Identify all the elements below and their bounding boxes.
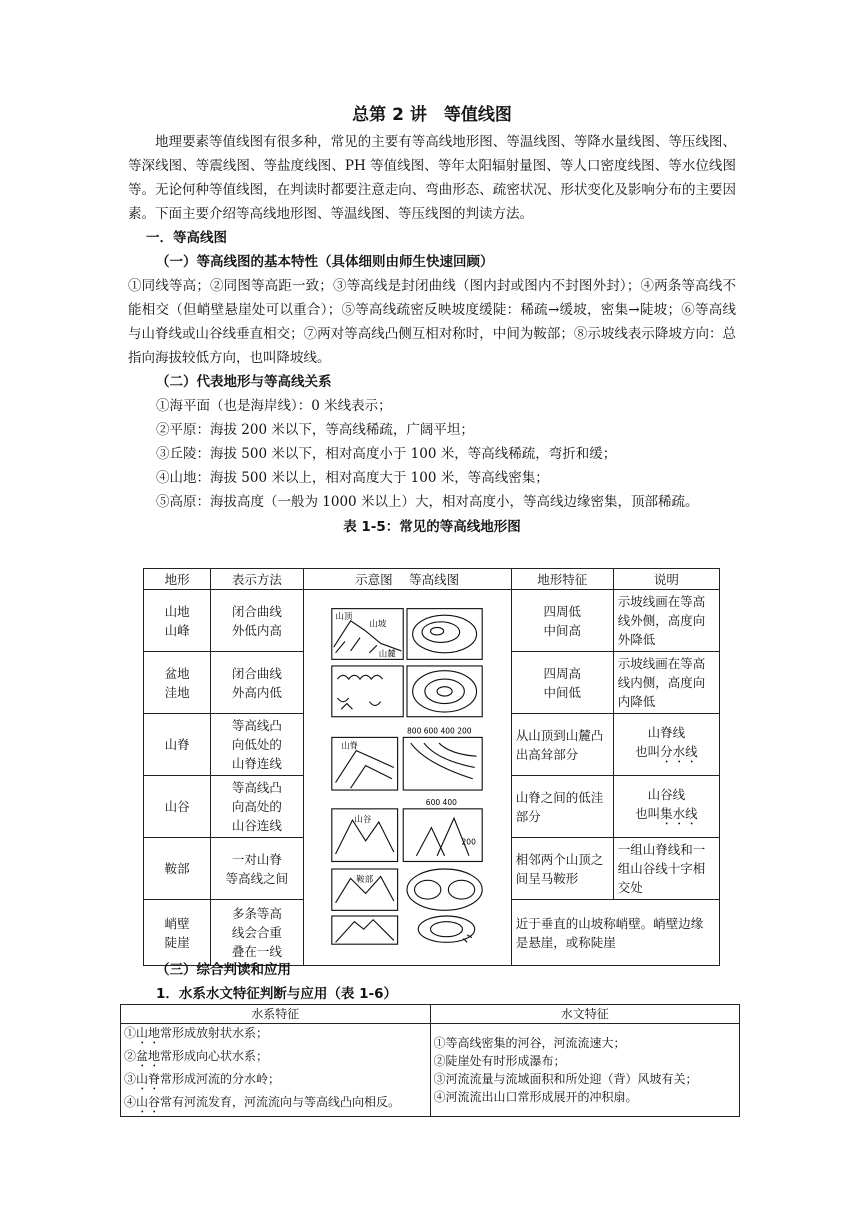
method-cell: 等高线凸 向高处的 山谷连线	[211, 776, 303, 838]
item-num: ④	[124, 1095, 137, 1109]
item-text: 常有河流发育，河流流向与等高线凸向相反。	[160, 1095, 401, 1109]
label-saddle: 鞍部	[356, 874, 374, 885]
emphasized-term: 山脊	[136, 1072, 161, 1086]
col-header: 地形特征	[511, 569, 613, 590]
label-valley-nums: 600 400	[425, 798, 458, 808]
label-ridge: 山脊	[341, 740, 359, 751]
col-header: 地形	[144, 569, 211, 590]
feature-cell: 山脊之间的低洼部分	[511, 776, 613, 838]
table-header-row	[121, 1005, 740, 1024]
table-row	[144, 590, 720, 652]
basin-sketch	[332, 666, 403, 717]
item-num: ③	[124, 1072, 137, 1086]
col-header: 水系特征	[121, 1005, 431, 1024]
list-item	[124, 1093, 427, 1116]
col-header: 示意图 等高线图	[303, 569, 511, 590]
col-header: 说明	[613, 569, 719, 590]
peak-contour	[407, 609, 482, 660]
note-text: 也叫	[635, 744, 661, 759]
terrain-cell: 盆地 洼地	[144, 652, 211, 714]
list-item	[124, 1047, 427, 1070]
hydrology-cell	[430, 1024, 740, 1117]
list-item	[124, 1024, 427, 1047]
list-item: ①等高线密集的河谷，河流流速大；	[433, 1036, 626, 1050]
basin-contour	[407, 666, 482, 717]
note-line: 山脊线	[647, 725, 686, 740]
note-line	[618, 804, 715, 828]
terrain-item: ③丘陵：海拔 500 米以下，相对高度小于 100 米，等高线稀疏，弯折和缓；	[156, 446, 617, 462]
method-cell: 多条等高 线会合重 叠在一线	[211, 900, 303, 966]
saddle-contour	[407, 869, 482, 910]
terrain-item: ⑤高原：海拔高度（一般为 1000 米以上）大，相对高度小，等高线边缘密集，顶部稀疏。	[156, 494, 699, 510]
valley-contour	[403, 809, 482, 862]
table-row	[121, 1024, 740, 1117]
terrain-cell: 鞍部	[144, 838, 211, 900]
cliff-contour	[418, 916, 474, 942]
terrain-item: ①海平面（也是海岸线）：0 米线表示；	[156, 398, 392, 414]
method-cell: 闭合曲线 外低内高	[211, 590, 303, 652]
feature-cell: 近于垂直的山坡称峭壁。峭壁边缘是悬崖，或称陡崖	[511, 900, 719, 966]
list-item: ③河流流量与流域面积和所处迎（背）风坡有关；	[433, 1072, 698, 1086]
note-line	[618, 742, 715, 766]
method-cell: 闭合曲线 外高内低	[211, 652, 303, 714]
basic-features-text: ①同线等高；②同图等高距一致；③等高线是封闭曲线（图内封或图内不封图外封）；④两条等高线不能相交（但峭壁悬崖处可以重合）；⑤等高线疏密反映坡度缓陡：稀疏→缓坡，密集→陡坡；⑥等高线与山脊线或山谷线垂直相交；⑦两对等高线凸侧互相对称时，中间为鞍部；⑧示坡线表示降坡方向：总指向海拔较低方向，也叫降坡线。	[128, 278, 736, 366]
note-cell: 示坡线画在等高线内侧，高度向内降低	[613, 652, 719, 714]
water-system-table	[120, 1004, 740, 1117]
contour-terrain-table	[143, 568, 720, 966]
note-cell: 示坡线画在等高线外侧，高度向外降低	[613, 590, 719, 652]
label-ridge-nums: 800 600 400 200	[407, 726, 472, 736]
list-item: ④河流流出山口常形成展开的冲积扇。	[433, 1090, 638, 1104]
cliff-sketch	[332, 916, 398, 944]
terrain-cell: 峭壁 陡崖	[144, 900, 211, 966]
item-num: ②	[124, 1049, 137, 1063]
label-peak: 山顶	[335, 610, 353, 621]
item-text: 常形成放射状水系；	[160, 1026, 269, 1040]
label-slope: 山坡	[369, 618, 387, 629]
note-text: 也叫	[635, 806, 661, 821]
list-item: ②陡崖处有时形成瀑布；	[433, 1054, 566, 1068]
label-foot: 山麓	[378, 648, 396, 659]
table-header-row	[144, 569, 720, 590]
label-valley: 山谷	[354, 814, 372, 824]
emphasized-term: 分水线	[660, 744, 698, 759]
terrain-cell: 山脊	[144, 714, 211, 776]
feature-cell: 四周高 中间低	[511, 652, 613, 714]
figure-cell	[303, 590, 511, 966]
terrain-cell: 山谷	[144, 776, 211, 838]
emphasized-term: 山谷	[136, 1095, 161, 1109]
note-line: 山谷线	[647, 787, 686, 802]
feature-cell: 四周低 中间高	[511, 590, 613, 652]
subsection-basic-features: （一）等高线图的基本特性（具体细则由师生快速回顾）	[156, 254, 494, 270]
item-text: 常形成河流的分水岭；	[160, 1072, 281, 1086]
page-title: 总第 2 讲 等值线图	[352, 105, 512, 125]
water-system-heading: 1．水系水文特征判断与应用（表 1-6）	[156, 986, 397, 1002]
note-cell	[613, 776, 719, 838]
after-table-text	[128, 958, 736, 1006]
subsection-comprehensive: （三）综合判读和应用	[156, 962, 291, 978]
col-header: 表示方法	[211, 569, 303, 590]
terrain-item: ②平原：海拔 200 米以下，等高线稀疏，广阔平坦；	[156, 422, 474, 438]
intro-paragraph: 地理要素等值线图有很多种，常见的主要有等高线地形图、等温线图、等降水量线图、等压线图、等深线图、等震线图、等盐度线图、PH 等值线图、等年太阳辐射量图、等人口密度线图、等水位线图等。无论何种等值线图，在判读时都要注意走向、弯曲形态、疏密状况、形状变化及影响分布的主要因素。下面主要介绍等高线地形图、等温线图、等压线图的判读方法。	[128, 134, 736, 222]
terrain-figures	[313, 595, 501, 955]
ridge-contour	[403, 737, 482, 790]
emphasized-term: 山地	[136, 1026, 161, 1040]
list-item	[124, 1070, 427, 1093]
label-valley-200: 200	[461, 837, 477, 847]
emphasized-term: 盆地	[136, 1049, 161, 1063]
note-cell: 一组山脊线和一组山谷线十字相交处	[613, 838, 719, 900]
item-num: ①	[124, 1026, 137, 1040]
note-cell	[613, 714, 719, 776]
terrain-cell: 山地 山峰	[144, 590, 211, 652]
section-heading-contour: 一．等高线图	[146, 230, 227, 246]
table-caption: 表 1-5：常见的等高线地形图	[343, 519, 521, 535]
method-cell: 等高线凸 向低处的 山脊连线	[211, 714, 303, 776]
method-cell: 一对山脊 等高线之间	[211, 838, 303, 900]
water-system-cell	[121, 1024, 431, 1117]
terrain-item: ④山地：海拔 500 米以上，相对高度大于 100 米，等高线密集；	[156, 470, 549, 486]
subsection-terrain-relation: （二）代表地形与等高线关系	[156, 374, 332, 390]
emphasized-term: 集水线	[660, 806, 698, 821]
feature-cell: 从山顶到山麓凸出高耸部分	[511, 714, 613, 776]
document-body	[128, 100, 736, 540]
col-header: 水文特征	[430, 1005, 740, 1024]
item-text: 常形成向心状水系；	[160, 1049, 269, 1063]
feature-cell: 相邻两个山顶之间呈马鞍形	[511, 838, 613, 900]
